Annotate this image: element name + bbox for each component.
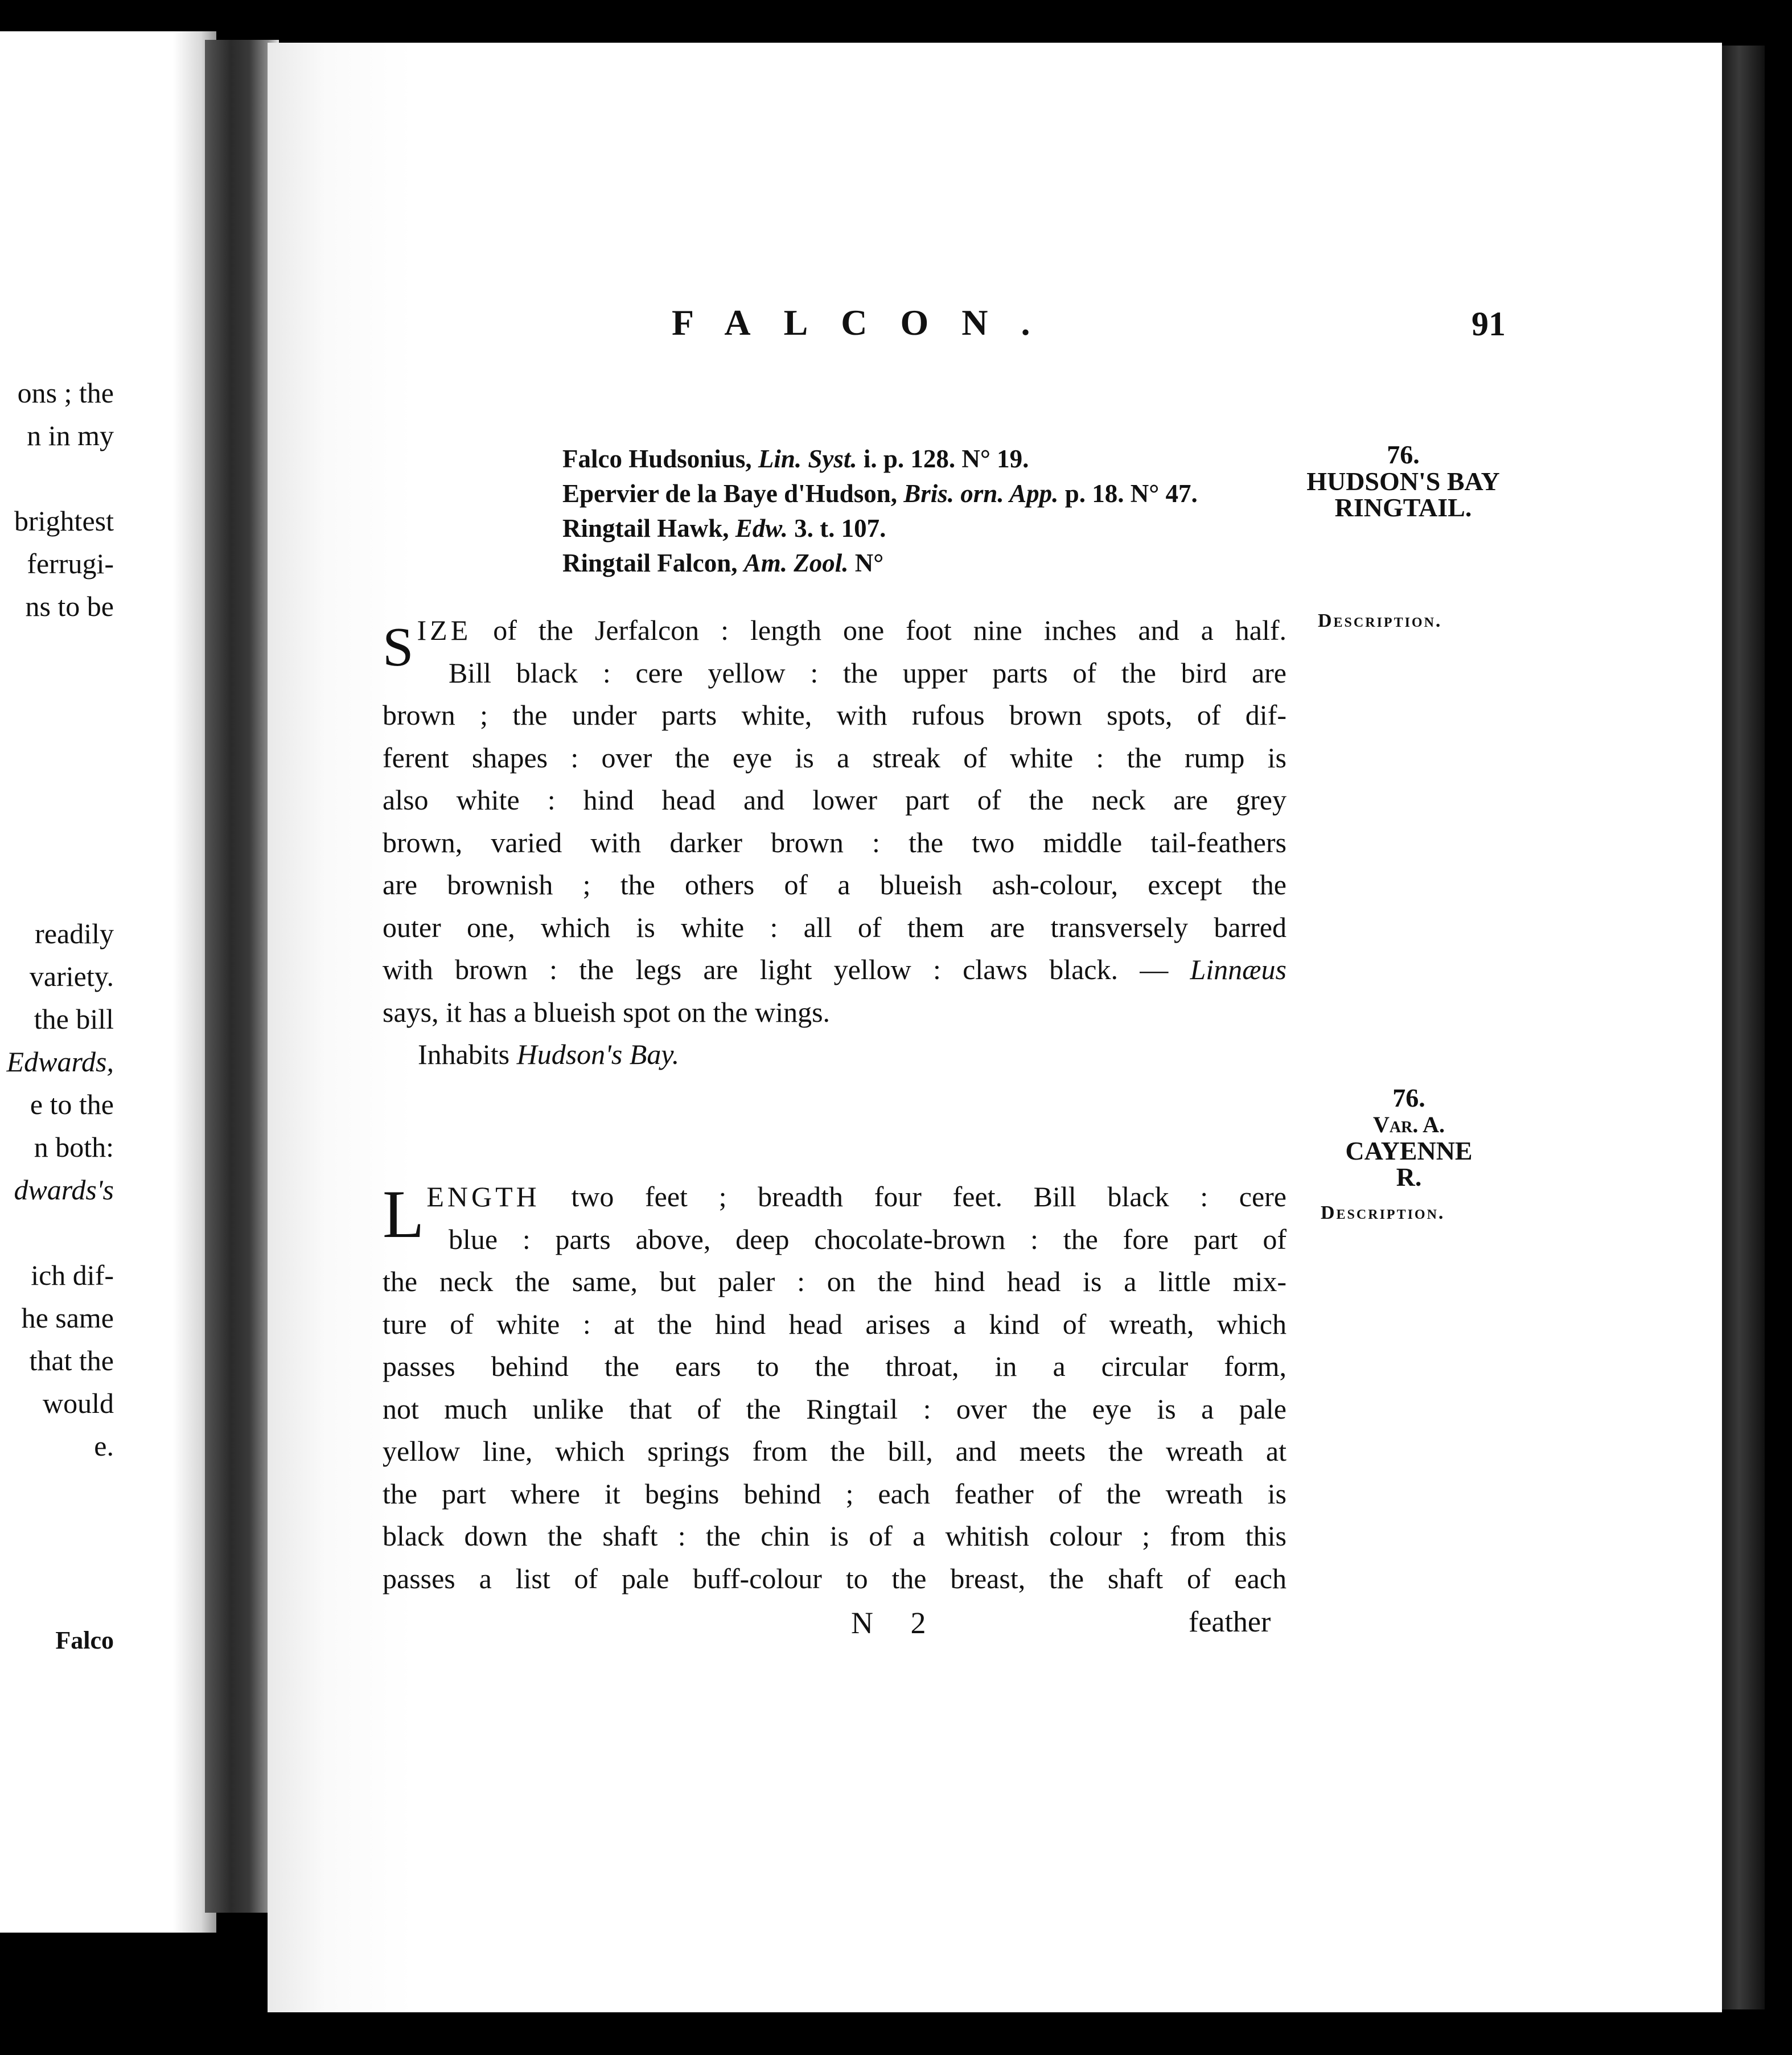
signature-mark: N 2 [851, 1606, 941, 1640]
drop-cap: L [383, 1176, 425, 1252]
sidenote-entry-2 [1324, 1084, 1494, 1190]
left-page-line: n both: [34, 1131, 114, 1163]
paragraph-line: yellow line, which springs from the bill, and meets the wreath at [383, 1435, 1287, 1467]
synonym-reference: Am. Zool. [743, 549, 849, 577]
left-page-line: variety. [29, 960, 114, 992]
left-page-line: ferrugi- [27, 548, 114, 579]
paragraph-line: blue : parts above, deep chocolate-brown : the fore part of [449, 1223, 1287, 1255]
entry-title: HUDSON'S BAY [1306, 467, 1500, 496]
synonym-reference: Bris. orn. App. [903, 479, 1059, 508]
habitat-label: Inhabits [418, 1038, 517, 1070]
synonym-detail: p. 18. N° 47. [1058, 479, 1198, 508]
left-page-line: n in my [27, 420, 114, 451]
sidenote-entry-1 [1295, 441, 1511, 521]
left-page-line: ns to be [25, 590, 114, 622]
synonym-reference: Edw. [735, 514, 788, 542]
paragraph-line: Bill black : cere yellow : the upper parts of the bird are [449, 656, 1287, 689]
paragraph-line: not much unlike that of the Ringtail : over the eye is a pale [383, 1392, 1287, 1425]
paragraph-line: passes a list of pale buff-colour to the breast, the shaft of each [383, 1562, 1287, 1594]
synonym-detail: 3. t. 107. [787, 514, 886, 542]
paragraph-line: brown, varied with darker brown : the two middle tail-feathers [383, 826, 1287, 858]
page-number: 91 [1472, 305, 1506, 343]
drop-cap: S [383, 616, 414, 678]
paragraph-line: two feet ; breadth four feet. Bill black : cere [540, 1181, 1287, 1213]
left-page-catchword: Falco [55, 1626, 114, 1654]
author-name: Linnæus [1190, 953, 1287, 985]
paragraph-line: outer one, which is white : all of them are transversely barred [383, 911, 1287, 943]
left-page-line: readily [35, 918, 114, 950]
first-word: ENGTH [426, 1181, 540, 1213]
left-page-line: ons ; the [17, 377, 114, 409]
entry-title: R. [1396, 1162, 1422, 1191]
paragraph-line: with brown : the legs are light yellow : claws black. — [383, 953, 1169, 985]
paragraph-line: brown ; the under parts white, with rufous brown spots, of dif- [383, 699, 1287, 731]
sidenote-description-2: Description. [1321, 1202, 1445, 1223]
paragraph-line: passes behind the ears to the throat, in a circular form, [383, 1350, 1287, 1382]
paragraph-hudsons-bay-ringtail [383, 609, 1287, 1076]
habitat-place: Hudson's Bay. [516, 1038, 680, 1070]
entry-title: RINGTAIL. [1334, 493, 1472, 522]
paragraph-line: also white : hind head and lower part of the neck are grey [383, 784, 1287, 816]
paragraph-line: ferent shapes : over the eye is a streak of white : the rump is [383, 741, 1287, 774]
paragraph-line: are brownish ; the others of a blueish ash-colour, except the [383, 869, 1287, 901]
paragraph-line: black down the shaft : the chin is of a whitish colour ; from this [383, 1520, 1287, 1552]
synonym-line [562, 546, 1302, 581]
synonym-detail: i. p. 128. N° 19. [857, 445, 1029, 473]
synonym-line [562, 511, 1302, 546]
synonym-name: Ringtail Hawk, [562, 514, 729, 542]
running-head: FALCON. [672, 302, 1063, 343]
synonym-reference: Lin. Syst. [758, 445, 857, 473]
synonym-name: Epervier de la Baye d'Hudson, [562, 479, 897, 508]
synonym-name: Falco Hudsonius, [562, 445, 752, 473]
left-page-line: Edwards, [6, 1046, 114, 1078]
left-page-line: the bill [34, 1003, 114, 1035]
page-edge-shadow [1722, 46, 1765, 2009]
paragraph-cayenne-ringtail [383, 1176, 1287, 1600]
first-word: IZE [417, 614, 472, 646]
paragraph-line: the part where it begins behind ; each feather of the wreath is [383, 1477, 1287, 1510]
left-page-line: e to the [30, 1088, 114, 1120]
sidenote-description-1: Description. [1318, 610, 1442, 631]
paragraph-line: of the Jerfalcon : length one foot nine inches and a half. [471, 614, 1287, 646]
left-page-line: that the [29, 1345, 114, 1376]
left-facing-page [0, 31, 216, 1933]
synonym-detail: N° [848, 549, 884, 577]
left-page-line: dwards's [14, 1174, 114, 1206]
entry-number: 76. [1392, 1083, 1425, 1112]
left-page-line: would [43, 1387, 114, 1419]
entry-number: 76. [1387, 440, 1420, 469]
left-page-line: ich dif- [31, 1259, 114, 1291]
synonym-name: Ringtail Falcon, [562, 549, 738, 577]
paragraph-line: the neck the same, but paler : on the hind head is a little mix- [383, 1265, 1287, 1297]
left-page-line: e. [94, 1430, 114, 1462]
left-page-line: he same [21, 1302, 114, 1334]
synonym-line [562, 442, 1302, 476]
catchword: feather [1189, 1606, 1271, 1638]
paragraph-line: ture of white : at the hind head arises a kind of wreath, which [383, 1308, 1287, 1340]
paragraph-line: says, it has a blueish spot on the wings. [383, 996, 831, 1028]
entry-variety: Var. A. [1372, 1112, 1445, 1137]
entry-title: CAYENNE [1345, 1136, 1473, 1165]
synonym-list [562, 442, 1302, 581]
left-page-line: brightest [14, 505, 114, 537]
synonym-line [562, 476, 1302, 511]
